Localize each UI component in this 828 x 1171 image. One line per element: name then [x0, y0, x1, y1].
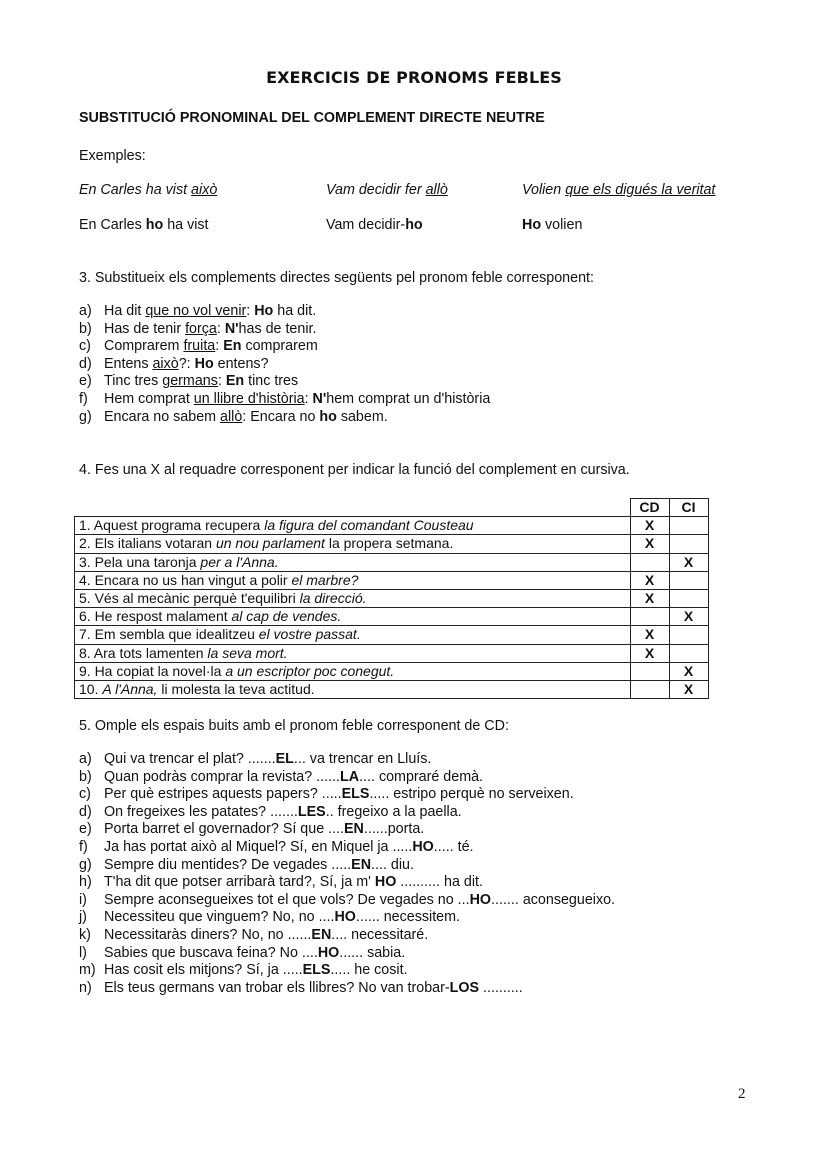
- table-row: [75, 626, 709, 644]
- sentence-cell: 5. Vés al mecànic perquè t'equilibri la direcció.: [75, 589, 631, 607]
- list-item: k) Necessitaràs diners? No, no ......EN.... necessitaré.: [79, 926, 429, 943]
- ci-cell[interactable]: X: [669, 662, 708, 680]
- exercise-5-list: [79, 751, 615, 997]
- list-item: a) Ha dit que no vol venir: Ho ha dit.: [79, 303, 317, 319]
- table-row: [75, 644, 709, 662]
- list-item: g) Sempre diu mentides? De vegades .....EN.... diu.: [79, 856, 414, 873]
- list-item: c) Comprarem fruita: En comprarem: [79, 338, 318, 355]
- example-3: Volien que els digués la veritat: [522, 182, 716, 198]
- cd-cell[interactable]: X: [630, 571, 669, 589]
- list-item: f) Ja has portat això al Miquel? Sí, en Miquel ja .....HO..... té.: [79, 838, 474, 855]
- exercise-4-heading: 4. Fes una X al requadre corresponent per indicar la funció del complement en cursiva.: [79, 462, 630, 478]
- cd-cell[interactable]: X: [630, 535, 669, 553]
- sentence-cell: 2. Els italians votaran un nou parlament la propera setmana.: [75, 535, 631, 553]
- cd-cell[interactable]: X: [630, 517, 669, 535]
- sentence-cell: 9. Ha copiat la novel·la a un escriptor poc conegut.: [75, 662, 631, 680]
- sentence-cell: 10. A l'Anna, li molesta la teva actitud.: [75, 680, 631, 698]
- list-item: a) Qui va trencar el plat? .......EL... va trencar en Lluís.: [79, 751, 432, 767]
- sentence-cell: 8. Ara tots lamenten la seva mort.: [75, 644, 631, 662]
- table-row: [75, 571, 709, 589]
- example-result-2: Vam decidir-ho: [326, 217, 423, 233]
- table-row: [75, 553, 709, 571]
- example-result-1: En Carles ho ha vist: [79, 217, 209, 233]
- page-title: EXERCICIS DE PRONOMS FEBLES: [266, 68, 562, 87]
- table-row: [75, 608, 709, 626]
- cd-cell[interactable]: [630, 553, 669, 571]
- cd-cell[interactable]: X: [630, 589, 669, 607]
- cd-cell[interactable]: X: [630, 644, 669, 662]
- ci-cell[interactable]: [669, 517, 708, 535]
- list-item: c) Per què estripes aquests papers? .....ELS..... estripo perquè no serveixen.: [79, 786, 574, 803]
- table-header-blank: [75, 499, 631, 517]
- example-result-3: Ho volien: [522, 217, 583, 233]
- column-header-ci: CI: [669, 499, 708, 517]
- list-item: f) Hem comprat un llibre d'història: N'hem comprat un d'història: [79, 390, 491, 407]
- cd-cell[interactable]: [630, 608, 669, 626]
- exercise-3-list: [79, 303, 490, 426]
- page-number: 2: [738, 1086, 746, 1102]
- list-item: e) Tinc tres germans: En tinc tres: [79, 373, 299, 390]
- list-item: h) T'ha dit que potser arribarà tard?, Sí, ja m' HO .......... ha dit.: [79, 874, 483, 891]
- sentence-cell: 4. Encara no us han vingut a polir el marbre?: [75, 571, 631, 589]
- list-item: n) Els teus germans van trobar els llibres? No van trobar-LOS ..........: [79, 979, 523, 996]
- table-row: [75, 517, 709, 535]
- table-row: [75, 535, 709, 553]
- ci-cell[interactable]: [669, 589, 708, 607]
- exercise-3-heading: 3. Substitueix els complements directes següents pel pronom feble corresponent:: [79, 270, 594, 286]
- ci-cell[interactable]: [669, 571, 708, 589]
- cd-cell[interactable]: [630, 662, 669, 680]
- table-header-row: [75, 499, 709, 517]
- examples-label: Exemples:: [79, 148, 146, 164]
- ci-cell[interactable]: X: [669, 680, 708, 698]
- list-item: g) Encara no sabem allò: Encara no ho sabem.: [79, 408, 388, 425]
- list-item: l) Sabies que buscava feina? No ....HO...... sabia.: [79, 944, 406, 961]
- function-table: [74, 498, 709, 699]
- list-item: d) Entens això?: Ho entens?: [79, 355, 269, 372]
- ci-cell[interactable]: X: [669, 608, 708, 626]
- section-subtitle: SUBSTITUCIÓ PRONOMINAL DEL COMPLEMENT DIRECTE NEUTRE: [79, 110, 545, 126]
- ci-cell[interactable]: [669, 644, 708, 662]
- list-item: i) Sempre aconsegueixes tot el que vols? De vegades no ...HO....... aconsegueixo.: [79, 891, 616, 908]
- sentence-cell: 6. He respost malament al cap de vendes.: [75, 608, 631, 626]
- ci-cell[interactable]: [669, 626, 708, 644]
- table-row: [75, 662, 709, 680]
- example-2: Vam decidir fer allò: [326, 182, 448, 198]
- list-item: b) Has de tenir força: N'has de tenir.: [79, 320, 317, 337]
- ci-cell[interactable]: [669, 535, 708, 553]
- list-item: d) On fregeixes les patates? .......LES.. fregeixo a la paella.: [79, 803, 462, 820]
- sentence-cell: 3. Pela una taronja per a l'Anna.: [75, 553, 631, 571]
- list-item: m) Has cosit els mitjons? Sí, ja .....ELS..... he cosit.: [79, 962, 408, 979]
- column-header-cd: CD: [630, 499, 669, 517]
- sentence-cell: 7. Em sembla que idealitzeu el vostre passat.: [75, 626, 631, 644]
- ci-cell[interactable]: X: [669, 553, 708, 571]
- table-row: [75, 680, 709, 698]
- list-item: e) Porta barret el governador? Sí que ....EN......porta.: [79, 821, 425, 838]
- exercise-5-heading: 5. Omple els espais buits amb el pronom feble corresponent de CD:: [79, 718, 509, 734]
- list-item: j) Necessiteu que vinguem? No, no ....HO...... necessitem.: [79, 909, 461, 926]
- sentence-cell: 1. Aquest programa recupera la figura del comandant Cousteau: [75, 517, 631, 535]
- example-1: En Carles ha vist això: [79, 182, 218, 198]
- list-item: b) Quan podràs comprar la revista? ......LA.... compraré demà.: [79, 768, 484, 785]
- table-row: [75, 589, 709, 607]
- cd-cell[interactable]: X: [630, 626, 669, 644]
- cd-cell[interactable]: [630, 680, 669, 698]
